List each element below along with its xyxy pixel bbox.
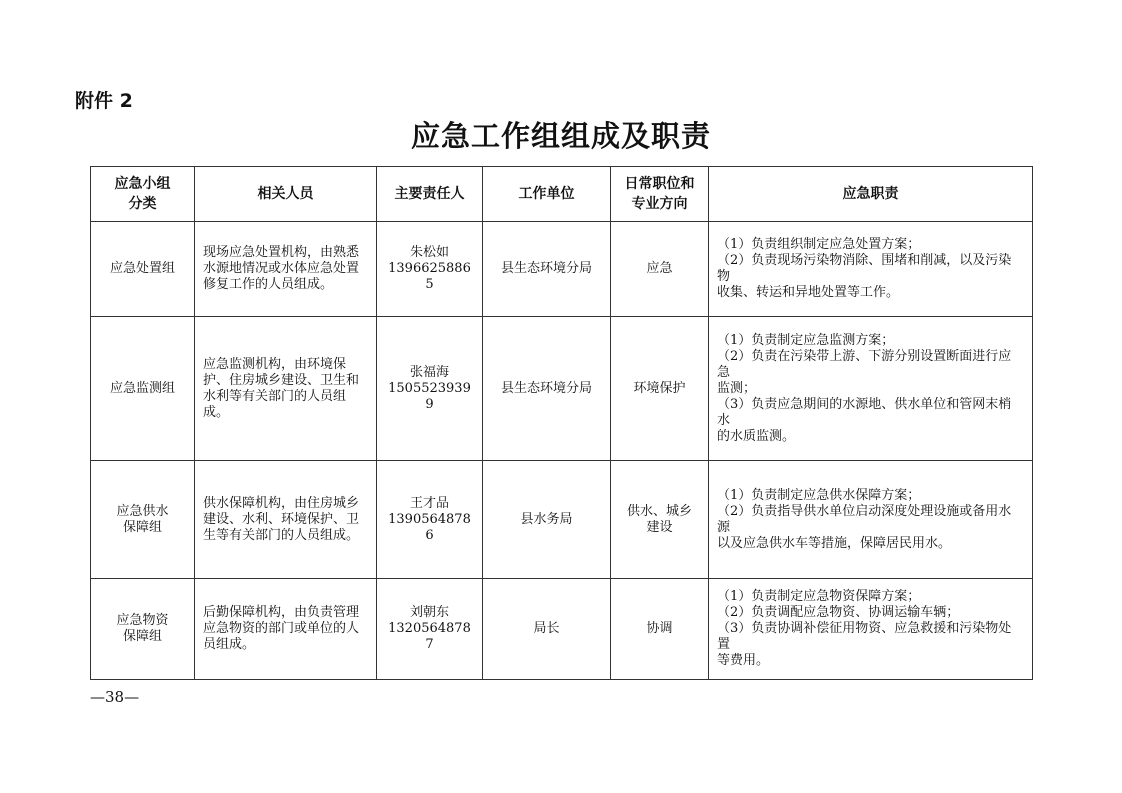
- group-cell: 应急监测组: [91, 317, 195, 461]
- group-cell: 应急物资 保障组: [91, 579, 195, 680]
- personnel-cell: 应急监测机构，由环境保护、住房城乡建设、卫生和水利等有关部门的人员组成。: [195, 317, 377, 461]
- leader-cell: [377, 579, 483, 680]
- leader-phone: 13966258865: [388, 261, 471, 292]
- table-row: [91, 579, 1033, 680]
- leader-cell: [377, 222, 483, 317]
- leader-name: 王才品: [409, 495, 449, 511]
- unit-cell: 县水务局: [483, 461, 611, 579]
- leader-name: 张福海: [409, 364, 449, 380]
- col-header-personnel: 相关人员: [195, 167, 377, 222]
- col-header-position: 日常职位和 专业方向: [611, 167, 709, 222]
- position-cell: 协调: [611, 579, 709, 680]
- leader-phone: 13205648787: [388, 621, 471, 652]
- page-number: —38—: [90, 688, 140, 706]
- unit-cell: 县生态环境分局: [483, 222, 611, 317]
- col-header-duties: 应急职责: [709, 167, 1033, 222]
- duties-cell: （1）负责制定应急供水保障方案； （2）负责指导供水单位启动深度处理设施或备用水源 以及应急供水车等措施，保障居民用水。: [709, 461, 1033, 579]
- duty-table: [90, 166, 1033, 680]
- group-cell: 应急处置组: [91, 222, 195, 317]
- leader-name: 朱松如: [409, 245, 449, 260]
- table-row: [91, 222, 1033, 317]
- group-cell: 应急供水 保障组: [91, 461, 195, 579]
- position-cell: 环境保护: [611, 317, 709, 461]
- col-header-group: 应急小组 分类: [91, 167, 195, 222]
- leader-cell: [377, 461, 483, 579]
- col-header-unit: 工作单位: [483, 167, 611, 222]
- table-header-row: [91, 167, 1033, 222]
- personnel-cell: 后勤保障机构，由负责管理应急物资的部门或单位的人员组成。: [195, 579, 377, 680]
- unit-cell: 局长: [483, 579, 611, 680]
- leader-name: 刘朝东: [409, 605, 449, 620]
- duties-cell: （1）负责组织制定应急处置方案； （2）负责现场污染物消除、围堵和削减，以及污染物 收集、转运和异地处置等工作。: [709, 222, 1033, 317]
- table-row: [91, 461, 1033, 579]
- unit-cell: 县生态环境分局: [483, 317, 611, 461]
- position-cell: 应急: [611, 222, 709, 317]
- personnel-cell: 现场应急处置机构，由熟悉水源地情况或水体应急处置修复工作的人员组成。: [195, 222, 377, 317]
- leader-phone: 13905648786: [388, 511, 471, 543]
- table-row: [91, 317, 1033, 461]
- leader-cell: [377, 317, 483, 461]
- duties-cell: （1）负责制定应急物资保障方案； （2）负责调配应急物资、协调运输车辆； （3）负责协调补偿征用物资、应急救援和污染物处置 等费用。: [709, 579, 1033, 680]
- position-cell: 供水、城乡 建设: [611, 461, 709, 579]
- leader-phone: 15055239399: [388, 380, 471, 412]
- page-title: 应急工作组组成及职责: [410, 119, 711, 153]
- duties-cell: （1）负责制定应急监测方案； （2）负责在污染带上游、下游分别设置断面进行应急 监测； （3）负责应急期间的水源地、供水单位和管网末梢水 的水质监测。: [709, 317, 1033, 461]
- personnel-cell: 供水保障机构，由住房城乡建设、水利、环境保护、卫生等有关部门的人员组成。: [195, 461, 377, 579]
- col-header-leader: 主要责任人: [377, 167, 483, 222]
- attachment-label: 附件 2: [75, 90, 133, 112]
